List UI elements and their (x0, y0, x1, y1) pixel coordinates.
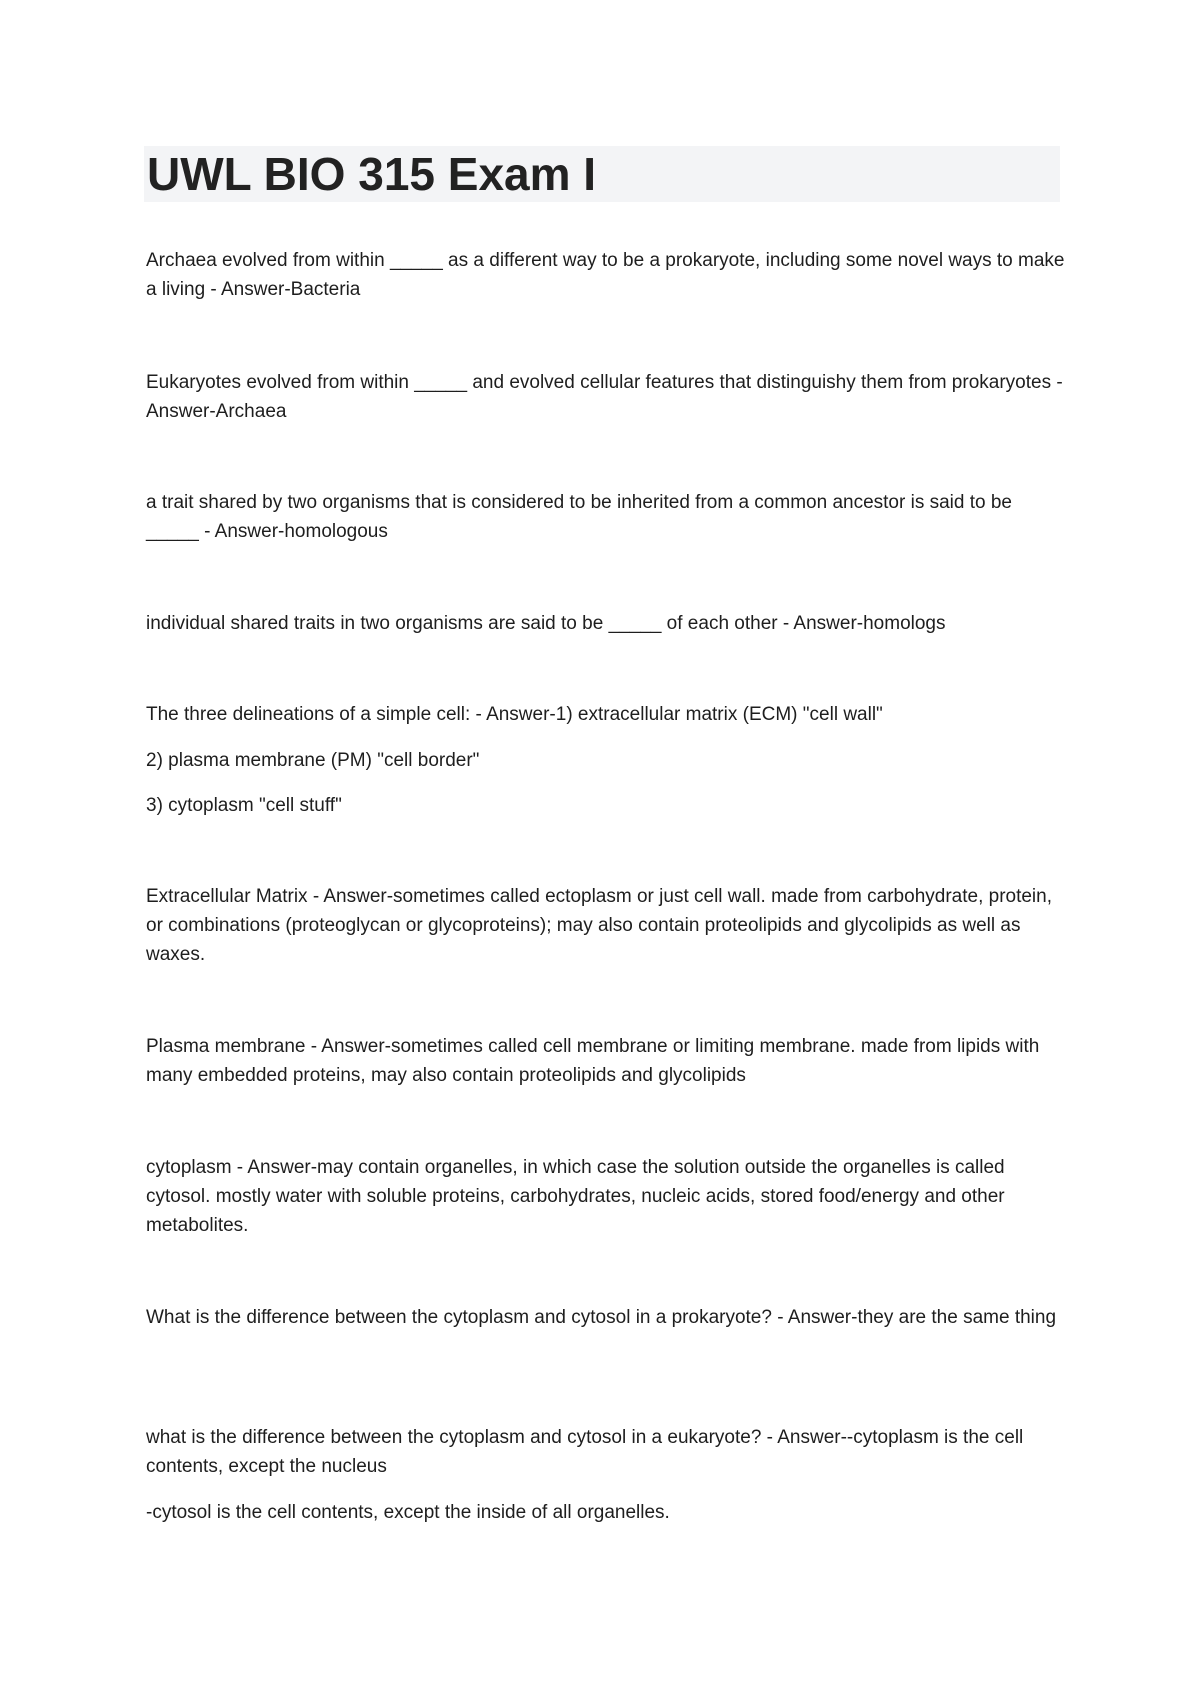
flashcard-three-delineations: The three delineations of a simple cell: - Answer-1) extracellular matrix (ECM) "cell wall" (146, 704, 883, 725)
document-title: UWL BIO 315 Exam I (147, 148, 597, 200)
flashcard-homologous: a trait shared by two organisms that is considered to be inherited from a common ancestor is said to be _____ - Answer-homologous (146, 492, 1012, 542)
flashcard-archaea: Archaea evolved from within _____ as a different way to be a prokaryote, including some novel ways to make a living - Answer-Bacteria (146, 250, 1065, 300)
flashcard-eukaryote-difference: what is the difference between the cytoplasm and cytosol in a eukaryote? - Answer--cytoplasm is the cell contents, except the nucleus (146, 1427, 1024, 1477)
flashcard-homologs: individual shared traits in two organisms are said to be _____ of each other - Answer-homologs (146, 613, 946, 634)
flashcard-prokaryote-difference: What is the difference between the cytoplasm and cytosol in a prokaryote? - Answer-they are the same thing (146, 1307, 1057, 1328)
flashcard-cytoplasm: cytoplasm - Answer-may contain organelles, in which case the solution outside the organelles is called cytosol. mostly water with soluble proteins, carbohydrates, nucleic acids, stored food/energy and other metabolites. (146, 1157, 1005, 1236)
flashcard-plasma-membrane: Plasma membrane - Answer-sometimes called cell membrane or limiting membrane. made from lipids with many embedded proteins, may also contain proteolipids and glycolipids (146, 1036, 1040, 1086)
flashcard-cytosol-note: -cytosol is the cell contents, except the inside of all organelles. (146, 1502, 670, 1523)
flashcard-eukaryotes: Eukaryotes evolved from within _____ and evolved cellular features that distinguishy them from prokaryotes - Answer-Archaea (146, 372, 1063, 422)
flashcard-delineation-2: 2) plasma membrane (PM) "cell border" (146, 750, 480, 771)
flashcard-delineation-3: 3) cytoplasm "cell stuff" (146, 795, 342, 816)
flashcard-extracellular-matrix: Extracellular Matrix - Answer-sometimes called ectoplasm or just cell wall. made from carbohydrate, protein, or combinations (proteoglycan or glycoproteins); may also contain proteolipids and glycolipids as well as waxes. (146, 886, 1052, 965)
